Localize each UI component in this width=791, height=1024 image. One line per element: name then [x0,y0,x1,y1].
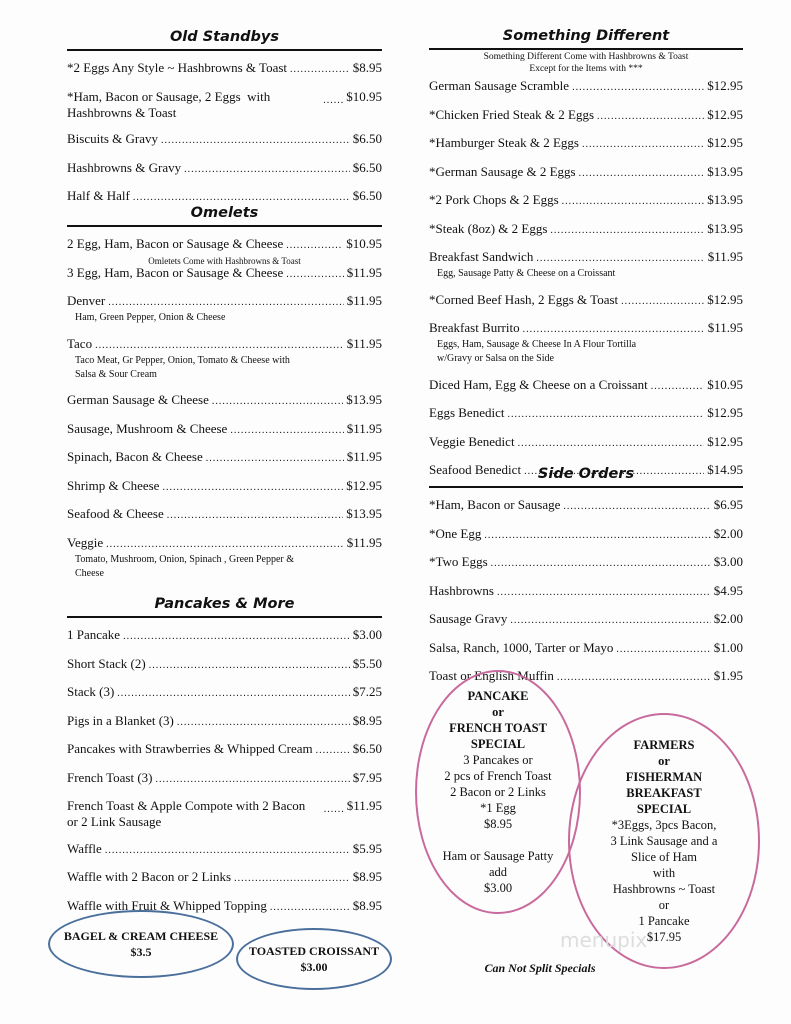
menu-item [67,656,382,674]
special-line: *3Eggs, 3pcs Bacon, [611,818,717,832]
dot-leader [579,166,705,182]
dot-leader [117,686,349,702]
menu-item [67,535,382,581]
menu-item [429,497,743,515]
dot-leader [290,62,350,78]
something-different-section [429,27,743,491]
menu-item [429,164,743,182]
menu-item [67,336,382,382]
item-row [429,292,743,310]
item-description: Eggs, Ham, Sausage & Cheese In A Flour Tortilla [437,339,637,350]
item-list [67,60,382,206]
dot-leader [316,743,350,759]
item-price: $8.95 [352,869,382,884]
item-description: Ham, Green Pepper, Onion & Cheese [75,312,226,323]
item-name: Denver [67,293,106,308]
item-name: 2 Egg, Ham, Bacon or Sausage & Cheese [67,236,284,251]
dot-leader [230,423,343,439]
item-price: $5.95 [352,840,382,856]
item-name: Pigs in a Blanket (3) [67,712,174,728]
item-price: $7.25 [352,684,382,699]
dot-leader [106,537,344,553]
menu-item [67,60,382,78]
item-row [429,434,743,452]
item-row [67,392,382,410]
item-name: 1 Pancake [67,627,121,642]
item-name: Salsa, Ranch, 1000, Tarter or Mayo [429,639,614,655]
item-list [67,236,382,581]
item-row [429,107,743,125]
item-row [67,656,382,674]
item-name: *Ham, Bacon or Sausage, 2 Eggs with Hashbrowns & Toast [67,88,271,120]
item-row [429,249,743,267]
item-price: $13.95 [707,220,743,236]
item-row [67,421,382,439]
item-price: $11.95 [707,320,743,335]
item-name: Veggie [67,534,104,550]
item-price: $10.95 [346,236,382,251]
dot-leader [536,251,704,267]
special-addon: $3.00 [483,881,513,895]
item-row [429,497,743,515]
omelets-section [67,204,382,591]
section-rule [67,616,382,618]
item-price: $11.95 [346,335,382,351]
item-price: $8.95 [352,712,382,728]
section-rule [67,49,382,51]
section-rule [429,486,743,488]
dot-leader [324,802,344,818]
dot-leader [162,480,343,496]
menu-item [67,236,382,254]
item-name: Spinach, Bacon & Cheese [67,449,203,464]
item-name: Sausage, Mushroom & Cheese [67,420,228,436]
special-line: 3 Pancakes or [463,753,533,767]
special-heading: or [658,754,670,768]
menu-item [429,135,743,153]
menu-item [429,249,743,281]
item-row [67,236,382,254]
item-description: Cheese [75,567,104,579]
menu-item [67,89,382,121]
item-name: 3 Egg, Ham, Bacon or Sausage & Cheese [67,264,284,280]
menu-item [67,449,382,467]
dot-leader [149,658,350,674]
dot-leader [557,670,711,686]
item-row [67,770,382,788]
menu-item [67,506,382,524]
item-price: $11.95 [346,264,382,280]
item-name: Seafood Benedict [429,462,522,477]
item-name: Waffle [67,840,102,856]
special-heading: SPECIAL [636,802,692,816]
item-row [67,506,382,524]
special-line: $17.95 [646,930,682,944]
item-list [429,497,743,686]
dot-leader [550,223,704,239]
omelet-note: Omletets Come with Hashbrowns & Toast [148,256,301,266]
dot-leader [161,133,350,149]
dot-leader [286,238,343,254]
dot-leader [651,379,704,395]
item-price: $10.95 [346,88,382,104]
special-line: 3 Link Sausage and a [610,834,718,848]
item-price: $11.95 [346,798,382,813]
item-price: $11.95 [346,293,382,308]
item-price: $12.95 [707,433,743,449]
section-note: Except for the Items with *** [529,64,643,74]
item-name: *Ham, Bacon or Sausage [429,497,561,512]
menu-item [429,221,743,239]
item-row [67,684,382,702]
item-price: $6.50 [352,188,382,203]
special-line: or [658,898,670,912]
dot-leader [491,556,711,572]
dot-leader [572,80,704,96]
dot-leader [507,407,704,423]
dot-leader [562,194,705,210]
item-description: Egg, Sausage Patty & Cheese on a Croissant [437,268,616,279]
item-name: Stack (3) [67,684,115,699]
item-description: Taco Meat, Gr Pepper, Onion, Tomato & Cheese with [75,354,290,366]
dot-leader [270,900,350,916]
item-price: $13.95 [346,392,382,407]
menu-item [429,320,743,366]
item-name: French Toast (3) [67,769,153,785]
item-name: Seafood & Cheese [67,506,164,521]
special-line: 2 pcs of French Toast [444,769,552,783]
menu-item [67,741,382,759]
special-addon: add [488,865,508,879]
item-row [429,320,743,338]
item-row [67,336,382,354]
menu-item [67,684,382,702]
item-name: Hashbrowns [429,582,494,598]
dot-leader [206,451,344,467]
item-name: Veggie Benedict [429,433,515,449]
item-row [429,164,743,182]
item-name: *Hamburger Steak & 2 Eggs [429,135,579,150]
item-name: *2 Eggs Any Style ~ Hashbrowns & Toast [67,60,288,75]
item-list [67,627,382,916]
specials-footer: Can Not Split Specials [484,961,596,975]
menu-item [67,627,382,645]
item-name: Half & Half [67,188,130,203]
dot-leader [234,871,350,887]
item-price: $13.95 [707,163,743,179]
item-price: $11.95 [707,249,743,264]
item-row [67,293,382,311]
special-heading: FRENCH TOAST [449,721,547,735]
croissant-special [236,928,392,990]
item-name: Pancakes with Strawberries & Whipped Cream [67,741,313,756]
item-row [67,627,382,645]
item-name: Hashbrowns & Gravy [67,159,182,175]
dot-leader [184,162,350,178]
item-row [67,478,382,496]
item-price: $8.95 [352,897,382,913]
item-price: $3.00 [713,554,743,569]
item-row [429,526,743,544]
item-name: German Sausage & Cheese [67,392,209,407]
item-row [429,135,743,153]
dot-leader [323,93,343,109]
item-price: $2.00 [713,611,743,626]
dot-leader [108,295,343,311]
dot-leader [621,294,704,310]
dot-leader [510,613,710,629]
item-row [67,160,382,178]
item-price: $12.95 [707,291,743,307]
item-price: $1.95 [713,668,743,683]
menu-item [429,554,743,572]
menu-item [67,478,382,496]
section-title: Side Orders [537,466,635,482]
menu-item [429,192,743,210]
item-row [429,611,743,629]
dot-leader [105,843,350,859]
item-name: *Steak (8oz) & 2 Eggs [429,220,548,236]
item-list [429,78,743,480]
item-price: $10.95 [707,376,743,392]
item-row [67,798,382,830]
pancake-special [415,670,581,914]
special-line: with [652,866,676,880]
dot-leader [497,585,711,601]
dot-leader [156,772,350,788]
menu-item [67,798,382,830]
item-price: $12.95 [707,78,743,93]
item-price: $6.50 [352,159,382,175]
item-name: Sausage Gravy [429,611,508,626]
special-heading: or [492,705,504,719]
dot-leader [123,629,350,645]
dot-leader [95,338,344,354]
item-name: *One Egg [429,525,482,541]
item-price: $12.95 [346,477,382,493]
item-row [67,449,382,467]
item-name: Eggs Benedict [429,405,505,420]
dot-leader [167,508,343,524]
item-name: Taco [67,335,93,351]
item-row [67,131,382,149]
item-price: $11.95 [346,534,382,550]
menu-item [429,107,743,125]
bagel-title: BAGEL & CREAM CHEESE [63,929,219,943]
croissant-title: TOASTED CROISSANT [248,944,380,958]
item-price: $6.95 [713,497,743,512]
item-name: Breakfast Sandwich [429,249,534,264]
dot-leader [563,499,710,515]
dot-leader [484,528,710,544]
item-price: $3.00 [352,627,382,642]
item-name: French Toast & Apple Compote with 2 Bacon or 2 Link Sausage [67,798,306,829]
menu-item [429,405,743,423]
item-name: Shrimp & Cheese [67,477,160,493]
watermark: menupix [560,928,648,952]
item-row [67,265,382,283]
item-row [67,60,382,78]
special-heading: FARMERS [633,738,695,752]
item-name: Waffle with Fruit & Whipped Topping [67,897,267,913]
special-line: $8.95 [483,817,513,831]
item-price: $2.00 [713,525,743,541]
special-line: Hashbrowns ~ Toast [612,882,716,896]
item-row [429,554,743,572]
item-row [429,405,743,423]
menu-item [429,292,743,310]
menu-item [67,869,382,887]
dot-leader [582,137,704,153]
item-name: *Corned Beef Hash, 2 Eggs & Toast [429,291,619,307]
special-line: *1 Egg [480,801,516,815]
item-price: $13.95 [707,192,743,207]
item-row [67,741,382,759]
item-price: $12.95 [707,135,743,150]
special-heading: PANCAKE [467,689,529,703]
item-row [67,535,382,553]
menu-item [429,611,743,629]
menu-item [429,377,743,395]
menu-item [67,421,382,439]
item-name: *German Sausage & 2 Eggs [429,163,576,179]
item-name: *Chicken Fried Steak & 2 Eggs [429,106,595,122]
menu-item [429,434,743,452]
item-price: $13.95 [346,506,382,521]
item-name: *2 Pork Chops & 2 Eggs [429,192,559,207]
item-description: Salsa & Sour Cream [75,368,157,380]
item-price: $11.95 [346,420,382,436]
menu-item [67,770,382,788]
item-name: Diced Ham, Egg & Cheese on a Croissant [429,376,648,392]
menu-item [429,78,743,96]
menu-item [67,265,382,283]
menu-item [67,713,382,731]
special-heading: SPECIAL [470,737,526,751]
item-row [67,841,382,859]
dot-leader [616,642,710,658]
item-name: *Two Eggs [429,554,488,569]
item-price: $8.95 [352,60,382,75]
special-line: 1 Pancake [638,914,690,928]
special-line: 2 Bacon or 2 Links [450,785,546,799]
item-price: $11.95 [346,449,382,464]
menu-item [67,131,382,149]
section-title: Omelets [190,205,259,221]
dot-leader [212,394,343,410]
item-price: $7.95 [352,769,382,785]
item-row [67,89,382,121]
item-price: $6.50 [352,131,382,146]
item-name: Toast or English Muffin [429,668,554,683]
item-price: $12.95 [707,405,743,420]
old-standbys-section [67,28,382,217]
section-note: Something Different Come with Hashbrowns & Toast [483,52,689,62]
item-price: $4.95 [713,582,743,598]
item-name: German Sausage Scramble [429,78,570,93]
item-price: $5.50 [352,655,382,671]
item-row [429,640,743,658]
section-rule [67,225,382,227]
special-heading: FISHERMAN [625,770,703,784]
item-name: Waffle with 2 Bacon or 2 Links [67,869,232,884]
item-name: Breakfast Burrito [429,320,520,335]
special-line: Slice of Ham [631,850,697,864]
item-row [429,583,743,601]
dot-leader [597,109,704,125]
menu-item [429,583,743,601]
item-description: Tomato, Mushroom, Onion, Spinach , Green Pepper & [75,553,294,565]
menu-item [67,392,382,410]
special-heading: BREAKFAST [626,786,702,800]
item-name: Short Stack (2) [67,655,146,671]
dot-leader [177,715,350,731]
section-title: Something Different [502,28,670,44]
bagel-special [48,910,234,978]
item-row [429,377,743,395]
menu-item [429,526,743,544]
item-price: $12.95 [707,106,743,122]
dot-leader [286,267,343,283]
dot-leader [518,436,705,452]
menu-item [67,160,382,178]
item-price: $1.00 [713,639,743,655]
bagel-price: $3.5 [130,945,152,959]
special-addon: Ham or Sausage Patty [442,849,554,863]
item-row [67,713,382,731]
menu-item [429,640,743,658]
item-row [429,78,743,96]
croissant-price: $3.00 [300,960,328,974]
item-row [67,869,382,887]
section-rule [429,48,743,50]
section-title: Old Standbys [169,29,280,45]
pancakes-section [67,595,382,926]
menu-item [67,293,382,325]
item-price: $14.95 [707,462,743,477]
item-description: w/Gravy or Salsa on the Side [437,353,554,364]
dot-leader [523,322,705,338]
menu-item [67,841,382,859]
item-row [429,221,743,239]
item-price: $6.50 [352,741,382,756]
item-name: Biscuits & Gravy [67,131,158,146]
section-title: Pancakes & More [154,596,295,612]
side-orders-section [429,465,743,697]
item-row [429,192,743,210]
